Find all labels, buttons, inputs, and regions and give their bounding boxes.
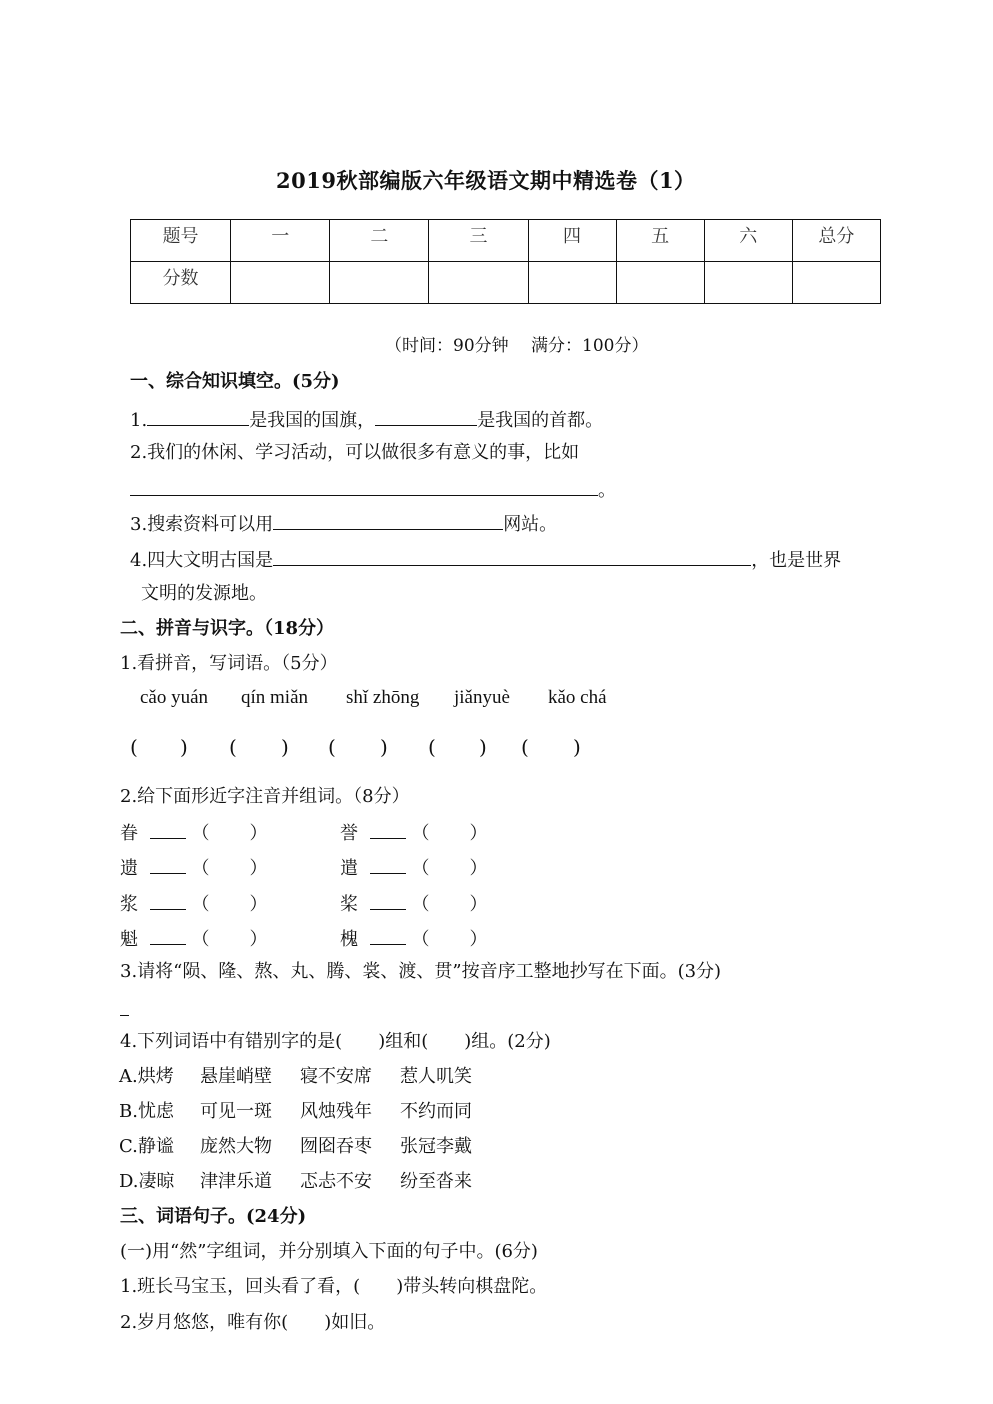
- pinyin-item: qín miǎn: [241, 687, 309, 708]
- answer-paren-close: ): [479, 735, 487, 759]
- s1-q4-cont: 文明的发源地。: [141, 583, 267, 604]
- answer-paren-open: (: [328, 735, 336, 759]
- paren-open: （: [191, 823, 210, 844]
- option-word: 张冠李戴: [400, 1136, 472, 1157]
- s1-q3: [130, 511, 557, 536]
- char-row: [120, 926, 267, 951]
- option-word: 可见一斑: [200, 1101, 272, 1122]
- score-table-header-row: [131, 220, 881, 262]
- header-cell: 五: [616, 220, 704, 262]
- header-cell: 题号: [131, 220, 231, 262]
- s3-q2: 2.岁月悠悠，唯有你( )如旧。: [120, 1312, 386, 1333]
- char-left: 魁: [120, 929, 138, 950]
- pinyin-blank[interactable]: [150, 820, 186, 839]
- s2-q3: 3.请将“陨、隆、熬、丸、腾、裳、渡、贯”按音序工整地抄写在下面。(3分): [120, 961, 722, 982]
- paren-close: ）: [469, 858, 488, 879]
- paren-close: ）: [469, 823, 488, 844]
- s1-q1-part1: 是我国的国旗，: [249, 410, 376, 431]
- answer-paren-close: ): [180, 735, 188, 759]
- char-left: 眷: [120, 823, 138, 844]
- option-word: 津津乐道: [200, 1171, 272, 1192]
- char-right: 槐: [340, 929, 358, 950]
- pinyin-blank[interactable]: [150, 926, 186, 945]
- score-cell[interactable]: [330, 262, 429, 304]
- pinyin-blank[interactable]: [370, 891, 406, 910]
- section3-heading: 三、词语句子。(24分): [120, 1206, 307, 1227]
- char-left: 浆: [120, 894, 138, 915]
- char-row: [340, 855, 487, 880]
- char-row: [340, 891, 487, 916]
- s3-q1: 1.班长马宝玉，回头看了看，( )带头转向棋盘陀。: [120, 1276, 548, 1297]
- pinyin-item: jiǎnyuè: [454, 687, 510, 708]
- char-row: [120, 891, 267, 916]
- section2-heading: 二、拼音与识字。（18分）: [120, 618, 335, 639]
- pinyin-item: cǎo yuán: [140, 687, 209, 708]
- pinyin-item: kǎo chá: [548, 687, 607, 708]
- s1-q1-part2: 是我国的首都。: [477, 410, 604, 431]
- header-cell: 三: [429, 220, 528, 262]
- option-label: A.烘烤: [119, 1066, 174, 1087]
- s1-q3-suffix: 网站。: [503, 514, 558, 535]
- paren-open: （: [411, 894, 430, 915]
- row-label-cell: 分数: [131, 262, 231, 304]
- option-word: 纷至沓来: [400, 1171, 472, 1192]
- s1-q1: [130, 407, 603, 432]
- s2-q1: 1.看拼音，写词语。（5分）: [120, 653, 338, 674]
- option-word: 忑忐不安: [300, 1171, 372, 1192]
- header-cell: 总分: [792, 220, 880, 262]
- option-label: B.忧虑: [119, 1101, 174, 1122]
- paren-close: ）: [249, 858, 268, 879]
- char-row: [340, 820, 487, 845]
- char-row: [340, 926, 487, 951]
- answer-blank[interactable]: [147, 407, 249, 426]
- score-cell[interactable]: [429, 262, 528, 304]
- score-cell[interactable]: [704, 262, 792, 304]
- score-table-score-row: [131, 262, 881, 304]
- pinyin-item: shǐ zhōng: [346, 687, 420, 708]
- s2-q4: 4.下列词语中有错别字的是( )组和( )组。(2分): [120, 1031, 551, 1052]
- answer-blank[interactable]: [273, 511, 503, 530]
- answer-blank[interactable]: [130, 477, 598, 496]
- pinyin-blank[interactable]: [150, 891, 186, 910]
- option-label: D.凄晾: [119, 1171, 175, 1192]
- header-cell: 二: [330, 220, 429, 262]
- char-left: 遗: [120, 858, 138, 879]
- s1-q4-suffix: ，也是世界: [751, 550, 842, 571]
- option-word: 囫囵吞枣: [300, 1136, 372, 1157]
- option-word: 寝不安席: [300, 1066, 372, 1087]
- option-word: 惹人叽笑: [400, 1066, 472, 1087]
- paren-close: ）: [249, 823, 268, 844]
- char-right: 桨: [340, 894, 358, 915]
- exam-info: （时间：90分钟 满分：100分）: [385, 336, 649, 356]
- s2-q3-answer-mark[interactable]: [120, 1015, 129, 1016]
- score-cell[interactable]: [792, 262, 880, 304]
- paren-open: （: [191, 929, 210, 950]
- paren-close: ）: [249, 929, 268, 950]
- header-cell: 四: [528, 220, 616, 262]
- answer-paren-close: ): [573, 735, 581, 759]
- header-cell: 六: [704, 220, 792, 262]
- score-cell[interactable]: [231, 262, 330, 304]
- s1-q2-end: 。: [598, 480, 616, 501]
- option-word: 悬崖峭壁: [200, 1066, 272, 1087]
- char-row: [120, 855, 267, 880]
- pinyin-blank[interactable]: [370, 855, 406, 874]
- answer-blank[interactable]: [273, 547, 751, 566]
- score-cell[interactable]: [528, 262, 616, 304]
- answer-paren-open: (: [229, 735, 237, 759]
- s1-q1-num: 1.: [130, 410, 148, 431]
- score-table: [130, 219, 881, 304]
- s1-q3-prefix: 3.搜索资料可以用: [130, 514, 274, 535]
- paren-open: （: [191, 858, 210, 879]
- answer-paren-close: ): [380, 735, 388, 759]
- answer-paren-open: (: [428, 735, 436, 759]
- answer-paren-open: (: [130, 735, 138, 759]
- char-row: [120, 820, 267, 845]
- s3-sub1: (一)用“然”字组词，并分别填入下面的句子中。(6分): [120, 1241, 538, 1262]
- option-label: C.静谧: [119, 1136, 174, 1157]
- s1-q4: [130, 547, 841, 572]
- paren-close: ）: [469, 894, 488, 915]
- char-right: 誉: [340, 823, 358, 844]
- header-cell: 一: [231, 220, 330, 262]
- paren-close: ）: [249, 894, 268, 915]
- score-cell[interactable]: [616, 262, 704, 304]
- paren-close: ）: [469, 929, 488, 950]
- answer-paren-open: (: [521, 735, 529, 759]
- char-right: 遣: [340, 858, 358, 879]
- s1-q4-prefix: 4.四大文明古国是: [130, 550, 274, 571]
- s1-q2-answer-line: [130, 477, 616, 502]
- paren-open: （: [411, 858, 430, 879]
- page-title: 2019秋部编版六年级语文期中精选卷（1）: [276, 168, 696, 193]
- section1-heading: 一、综合知识填空。(5分): [130, 371, 340, 392]
- option-word: 风烛残年: [300, 1101, 372, 1122]
- pinyin-blank[interactable]: [370, 926, 406, 945]
- paren-open: （: [411, 823, 430, 844]
- paren-open: （: [411, 929, 430, 950]
- s1-q2: 2.我们的休闲、学习活动，可以做很多有意义的事，比如: [130, 442, 580, 463]
- answer-blank[interactable]: [375, 407, 477, 426]
- pinyin-blank[interactable]: [370, 820, 406, 839]
- pinyin-blank[interactable]: [150, 855, 186, 874]
- paren-open: （: [191, 894, 210, 915]
- option-word: 庞然大物: [200, 1136, 272, 1157]
- answer-paren-close: ): [281, 735, 289, 759]
- s2-q2: 2.给下面形近字注音并组词。（8分）: [120, 786, 410, 807]
- option-word: 不约而同: [400, 1101, 472, 1122]
